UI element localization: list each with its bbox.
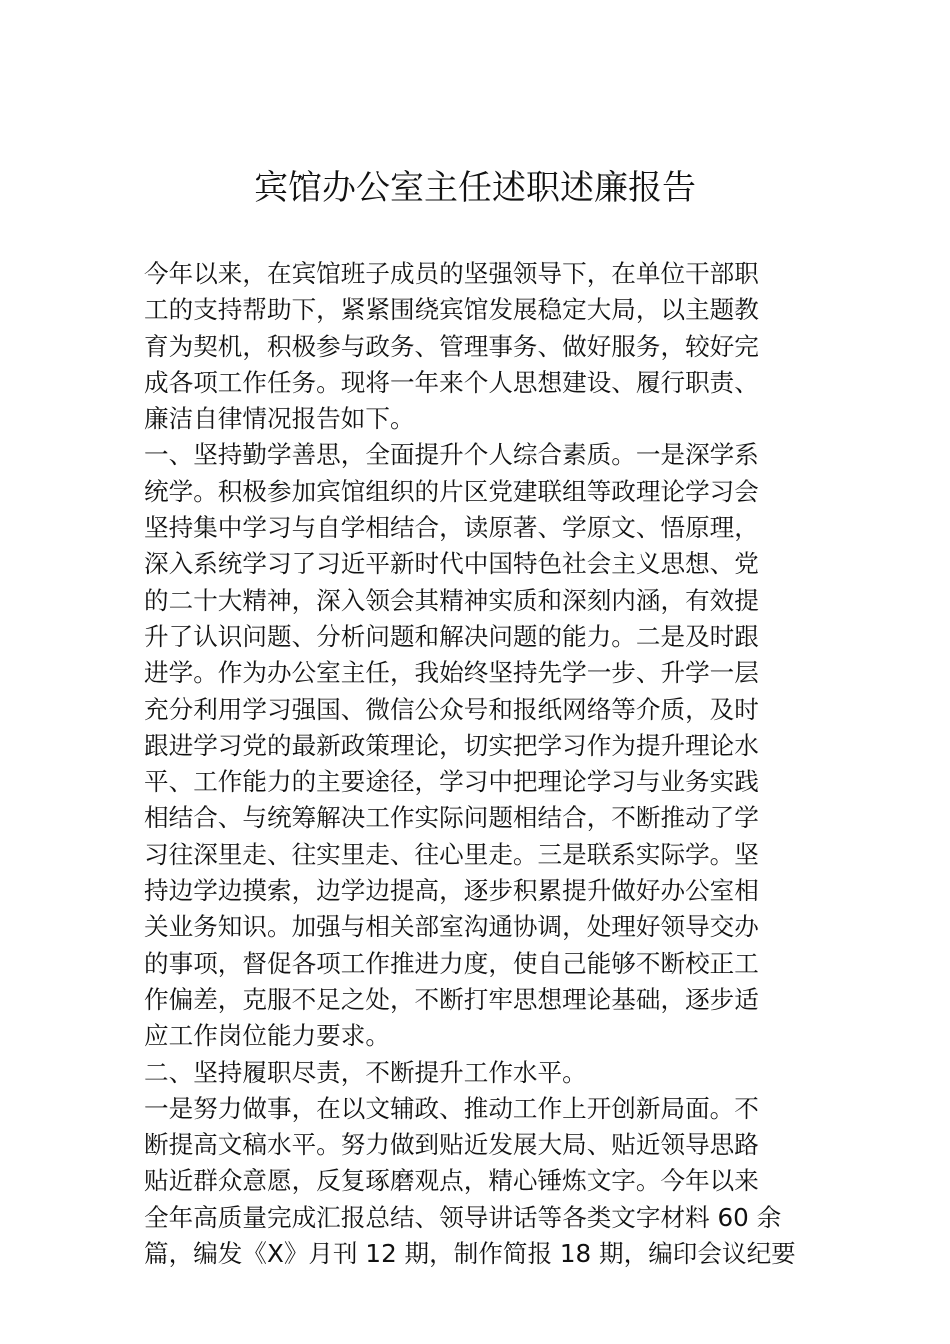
text-line: 廉洁自律情况报告如下。 xyxy=(144,404,415,434)
document-body xyxy=(144,256,810,1272)
text-line: 升了认识问题、分析问题和解决问题的能力。二是及时跟 xyxy=(144,621,759,651)
section-heading-line: 二、坚持履职尽责，不断提升工作水平。 xyxy=(144,1057,587,1087)
text-line: 关业务知识。加强与相关部室沟通协调，处理好领导交办 xyxy=(144,912,759,942)
text-line: 成各项工作任务。现将一年来个人思想建设、履行职责、 xyxy=(144,367,759,397)
text-line: 的事项，督促各项工作推进力度，使自己能够不断校正工 xyxy=(144,948,759,978)
text-line: 今年以来，在宾馆班子成员的坚强领导下，在单位干部职 xyxy=(144,259,759,288)
text-line: 坚持集中学习与自学相结合，读原著、学原文、悟原理， xyxy=(144,513,759,543)
text-line: 篇，编发《X》月刊 12 期，制作简报 18 期，编印会议纪要 xyxy=(144,1239,796,1269)
text-line: 一是努力做事，在以文辅政、推动工作上开创新局面。不 xyxy=(144,1093,759,1123)
text-line: 平、工作能力的主要途径，学习中把理论学习与业务实践 xyxy=(144,767,759,797)
text-line: 育为契机，积极参与政务、管理事务、做好服务，较好完 xyxy=(144,331,759,361)
text-line: 全年高质量完成汇报总结、领导讲话等各类文字材料 60 余 xyxy=(144,1202,782,1232)
section-heading-line: 一、坚持勤学善思，全面提升个人综合素质。一是深学系 xyxy=(144,440,759,470)
text-line: 的二十大精神，深入领会其精神实质和深刻内涵，有效提 xyxy=(144,585,759,615)
text-line: 跟进学习党的最新政策理论，切实把学习作为提升理论水 xyxy=(144,730,759,760)
text-line: 贴近群众意愿，反复琢磨观点，精心锤炼文字。今年以来 xyxy=(144,1166,759,1196)
text-line: 应工作岗位能力要求。 xyxy=(144,1021,390,1051)
text-line: 相结合、与统筹解决工作实际问题相结合，不断推动了学 xyxy=(144,803,759,833)
text-line: 断提高文稿水平。努力做到贴近发展大局、贴近领导思路 xyxy=(144,1130,759,1160)
text-line: 深入系统学习了习近平新时代中国特色社会主义思想、党 xyxy=(144,549,759,579)
text-line: 充分利用学习强国、微信公众号和报纸网络等介质，及时 xyxy=(144,694,759,724)
text-line: 进学。作为办公室主任，我始终坚持先学一步、升学一层 xyxy=(144,658,759,688)
text-line: 工的支持帮助下，紧紧围绕宾馆发展稳定大局，以主题教 xyxy=(144,295,759,325)
text-line: 持边学边摸索，边学边提高，逐步积累提升做好办公室相 xyxy=(144,876,759,906)
document-title: 宾馆办公室主任述职述廉报告 xyxy=(254,168,696,208)
text-line: 作偏差，克服不足之处，不断打牢思想理论基础，逐步适 xyxy=(144,984,759,1014)
text-line: 统学。积极参加宾馆组织的片区党建联组等政理论学习会 xyxy=(144,476,759,506)
text-line: 习往深里走、往实里走、往心里走。三是联系实际学。坚 xyxy=(144,839,759,869)
